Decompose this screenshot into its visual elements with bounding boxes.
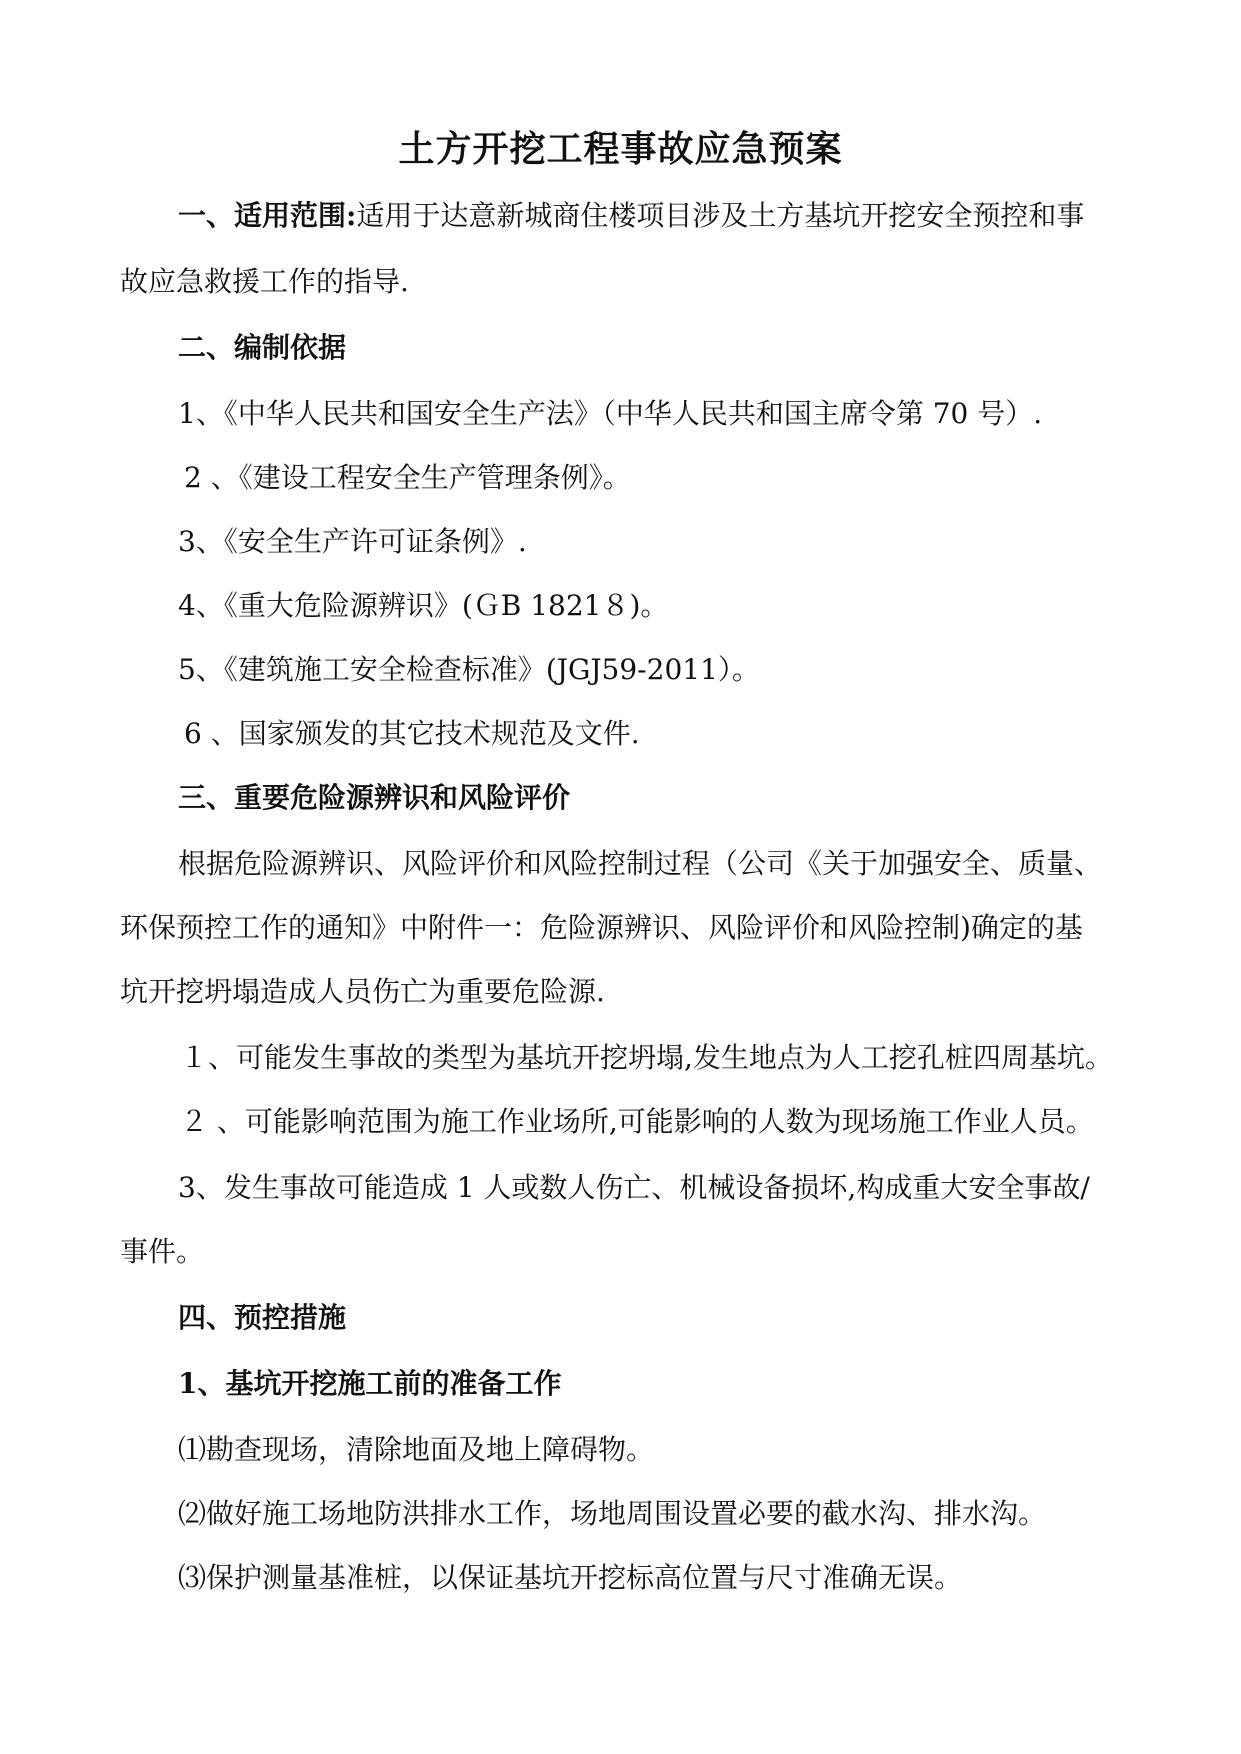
hazard-item: 3、发生事故可能造成 1 人或数人伤亡、机械设备损坏,构成重大安全事故/	[178, 1171, 1090, 1204]
section-3-heading: 三、重要危险源辨识和风险评价	[178, 781, 571, 814]
prep-item: ⑶保护测量基准桩，以保证基坑开挖标高位置与尺寸准确无误。	[178, 1561, 963, 1594]
section-4-heading: 四、预控措施	[178, 1301, 347, 1334]
hazard-item: １、可能发生事故的类型为基坑开挖坍塌,发生地点为人工挖孔桩四周基坑。	[180, 1041, 1113, 1074]
section-1-line-2: 故应急救援工作的指导.	[120, 265, 409, 298]
section-3-paragraph-line: 环保预控工作的通知》中附件一：危险源辨识、风险评价和风险控制)确定的基	[120, 911, 1083, 944]
section-4-subheading: 1、基坑开挖施工前的准备工作	[178, 1367, 562, 1400]
section-1-text: 适用于达意新城商住楼项目涉及土方基坑开挖安全预控和事	[356, 199, 1085, 232]
section-1-line-1	[178, 196, 1084, 236]
section-2-heading: 二、编制依据	[178, 331, 347, 364]
prep-item: ⑴勘查现场，清除地面及地上障碍物。	[178, 1433, 655, 1466]
basis-item: 1、《中华人民共和国安全生产法》（中华人民共和国主席令第 70 号）.	[178, 397, 1043, 430]
document-title: 土方开挖工程事故应急预案	[398, 128, 843, 170]
hazard-item: ２ 、可能影响范围为施工作业场所,可能影响的人数为现场施工作业人员。	[180, 1105, 1094, 1138]
basis-item: 3、《安全生产许可证条例》.	[178, 525, 527, 558]
basis-item: 4、《重大危险源辨识》(ＧB 1821８)。	[178, 589, 669, 622]
section-1-heading: 一、适用范围:	[178, 199, 357, 232]
basis-item: 6 、国家颁发的其它技术规范及文件.	[184, 717, 640, 750]
section-3-paragraph-line: 根据危险源辨识、风险评价和风险控制过程（公司《关于加强安全、质量、	[178, 847, 1103, 880]
hazard-item-continuation: 事件。	[120, 1235, 205, 1268]
prep-item: ⑵做好施工场地防洪排水工作，场地周围设置必要的截水沟、排水沟。	[178, 1497, 1047, 1530]
basis-item: 5、《建筑施工安全检查标准》(JGJ59-2011）。	[178, 653, 760, 686]
basis-item: 2 、《建设工程安全生产管理条例》。	[184, 461, 631, 494]
section-3-paragraph-line: 坑开挖坍塌造成人员伤亡为重要危险源.	[120, 975, 605, 1008]
